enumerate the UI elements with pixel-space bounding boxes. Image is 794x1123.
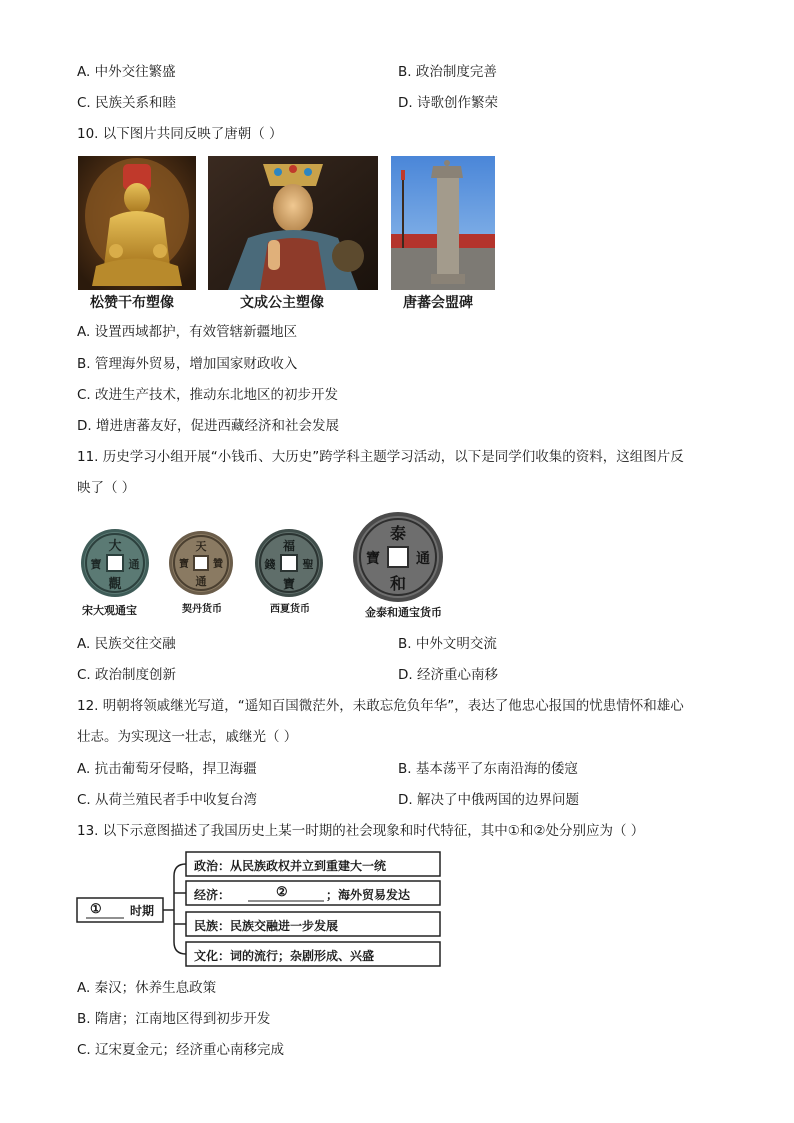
q13-option-b: B. 隋唐；江南地区得到初步开发 bbox=[77, 1011, 271, 1027]
q10-option-c: C. 改进生产技术，推动东北地区的初步开发 bbox=[77, 387, 339, 403]
stele-caption: 唐蕃会盟碑 bbox=[403, 295, 473, 311]
svg-text:通: 通 bbox=[128, 558, 140, 571]
svg-text:觀: 觀 bbox=[108, 577, 122, 592]
q12-stem-line1: 12. 明朝将领戚继光写道，“遥知百国微茫外，未敢忘危负年华”，表达了他忠心报国的忧患情怀和雄心 bbox=[77, 698, 684, 714]
jin-taihe-coin-image bbox=[352, 511, 444, 603]
q13-option-a: A. 秦汉；休养生息政策 bbox=[77, 980, 217, 996]
q10-option-a: A. 设置西域都护，有效管辖新疆地区 bbox=[77, 324, 298, 340]
svg-text:通: 通 bbox=[195, 575, 207, 588]
khitan-coin-caption: 契丹货币 bbox=[182, 604, 222, 615]
diagram-period-blank: ① bbox=[90, 902, 102, 917]
q13-option-c: C. 辽宋夏金元；经济重心南移完成 bbox=[77, 1042, 285, 1058]
diagram-politics-row: 政治：从民族政权并立到重建大一统 bbox=[194, 859, 387, 873]
q10-option-b: B. 管理海外贸易，增加国家财政收入 bbox=[77, 356, 298, 372]
western-xia-coin-caption: 西夏货币 bbox=[270, 604, 310, 615]
q11-stem-line1: 11. 历史学习小组开展“小钱币、大历史”跨学科主题学习活动，以下是同学们收集的资料，这组图片反 bbox=[77, 449, 684, 465]
svg-text:福: 福 bbox=[282, 539, 296, 553]
diagram-economy-suffix: ；海外贸易发达 bbox=[326, 888, 411, 902]
q9-option-d: D. 诗歌创作繁荣 bbox=[398, 95, 498, 111]
q13-stem: 13. 以下示意图描述了我国历史上某一时期的社会现象和时代特征，其中①和②处分别应为（ ） bbox=[77, 823, 645, 839]
songtsen-gampo-statue-image bbox=[78, 156, 196, 290]
svg-text:通: 通 bbox=[416, 551, 430, 567]
q10-stem: 10. 以下图片共同反映了唐朝（ ） bbox=[77, 126, 283, 142]
q9-option-c: C. 民族关系和睦 bbox=[77, 95, 177, 111]
svg-text:寶: 寶 bbox=[179, 559, 189, 570]
songtsen-gampo-caption: 松赞干布塑像 bbox=[90, 295, 174, 311]
q12-option-d: D. 解决了中俄两国的边界问题 bbox=[398, 792, 579, 808]
q11-option-b: B. 中外文明交流 bbox=[398, 636, 497, 652]
q11-option-d: D. 经济重心南移 bbox=[398, 667, 498, 683]
svg-text:寶: 寶 bbox=[366, 551, 380, 567]
q12-option-c: C. 从荷兰殖民者手中收复台湾 bbox=[77, 792, 258, 808]
q12-stem-line2: 壮志。为实现这一壮志，戚继光（ ） bbox=[77, 729, 298, 745]
svg-text:贊: 贊 bbox=[213, 559, 223, 570]
q11-option-c: C. 政治制度创新 bbox=[77, 667, 177, 683]
svg-text:錢: 錢 bbox=[264, 558, 276, 571]
svg-text:和: 和 bbox=[389, 574, 407, 593]
jin-coin-caption: 金泰和通宝货币 bbox=[365, 606, 442, 619]
svg-text:天: 天 bbox=[195, 540, 207, 553]
diagram-economy-blank: ② bbox=[276, 885, 288, 900]
princess-wencheng-caption: 文成公主塑像 bbox=[240, 295, 324, 311]
svg-text:大: 大 bbox=[108, 539, 122, 554]
q11-stem-line2: 映了（ ） bbox=[77, 480, 136, 496]
diagram-period-label: 时期 bbox=[130, 904, 155, 918]
tang-tibet-alliance-stele-image bbox=[391, 156, 495, 290]
khitan-coin-image bbox=[168, 530, 234, 596]
song-coin-caption: 宋大观通宝 bbox=[82, 604, 137, 617]
q9-option-b: B. 政治制度完善 bbox=[398, 64, 497, 80]
q9-option-a: A. 中外交往繁盛 bbox=[77, 64, 176, 80]
diagram-ethnic-row: 民族：民族交融进一步发展 bbox=[194, 919, 339, 933]
svg-text:聖: 聖 bbox=[302, 558, 314, 571]
svg-text:寶: 寶 bbox=[282, 577, 296, 591]
svg-text:寶: 寶 bbox=[90, 558, 102, 571]
diagram-economy-prefix: 经济： bbox=[194, 888, 231, 902]
diagram-culture-row: 文化：词的流行；杂剧形成、兴盛 bbox=[194, 949, 375, 963]
q12-option-b: B. 基本荡平了东南沿海的倭寇 bbox=[398, 761, 578, 777]
song-daguan-coin-image bbox=[80, 528, 150, 598]
western-xia-coin-image bbox=[254, 528, 324, 598]
q12-option-a: A. 抗击葡萄牙侵略，捍卫海疆 bbox=[77, 761, 257, 777]
svg-text:泰: 泰 bbox=[389, 524, 407, 543]
q13-diagram bbox=[76, 850, 442, 968]
q11-option-a: A. 民族交往交融 bbox=[77, 636, 176, 652]
princess-wencheng-statue-image bbox=[208, 156, 378, 290]
q10-option-d: D. 增进唐蕃友好，促进西藏经济和社会发展 bbox=[77, 418, 339, 434]
